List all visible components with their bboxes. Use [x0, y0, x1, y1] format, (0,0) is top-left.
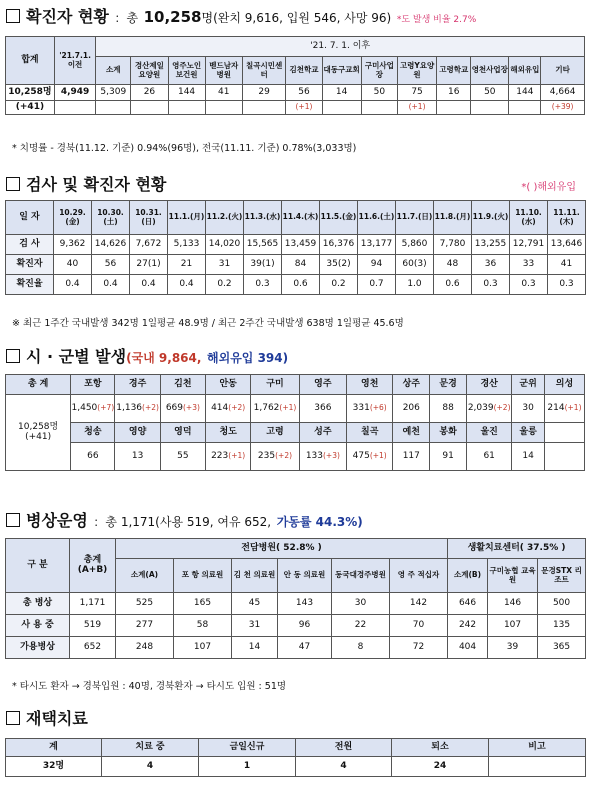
header-dedicated-hospitals: 전담병원( 52.8% ): [116, 539, 448, 559]
grand-total-cell: [6, 395, 71, 471]
data-cell: 242: [448, 615, 488, 637]
count-cell: 50: [471, 85, 509, 101]
section-confirmed-title: [6, 4, 476, 27]
grand-total-increase: (+41): [25, 431, 52, 442]
section-heading: 재택치료: [26, 709, 88, 728]
region-count: 475: [352, 450, 370, 461]
header-date: 일 자: [6, 201, 54, 235]
region-count-cell: [544, 395, 584, 423]
data-cell: 0.3: [472, 275, 510, 295]
region-count-cell: [512, 443, 545, 471]
data-cell: 0.4: [168, 275, 206, 295]
region-count: 117: [402, 450, 420, 461]
region-name: 문경: [430, 375, 467, 395]
count-cell: 144: [168, 85, 205, 101]
region-count: 414: [211, 402, 229, 413]
bed-column-header: 영 주 적십자: [390, 559, 448, 593]
region-increase: (+1): [279, 402, 297, 412]
tests-table: [5, 200, 586, 295]
increase-cell: (+1): [286, 101, 322, 115]
column-header: 벧드남자병원: [205, 57, 242, 85]
bed-column-header: 소계(A): [116, 559, 174, 593]
region-count: 1,450: [71, 402, 98, 413]
data-cell: 35(2): [320, 255, 358, 275]
data-cell: 13,177: [358, 235, 396, 255]
overseas-count: 해외유입 394): [207, 351, 289, 365]
date-header: 11.2.(火): [206, 201, 244, 235]
increase-cell: [509, 101, 541, 115]
row-label: 총 병상: [6, 593, 70, 615]
section-heading: 시 · 군별 발생: [26, 347, 127, 366]
data-cell: 9,362: [54, 235, 92, 255]
region-count: 1,136: [116, 402, 143, 413]
data-cell: 96: [278, 615, 332, 637]
data-cell: 36: [472, 255, 510, 275]
count-cell: 16: [437, 85, 471, 101]
column-header: 해외유입: [509, 57, 541, 85]
fatality-note: * 치명률 - 경북(11.12. 기준) 0.94%(96명), 전국(11.11. 기준) 0.78%(3,033명): [12, 143, 357, 154]
home-care-value: [489, 757, 586, 777]
region-count-cell: [393, 395, 430, 423]
region-count-cell: [347, 395, 393, 423]
region-count-cell: [512, 395, 545, 423]
data-cell: 404: [448, 637, 488, 659]
count-cell: 4,664: [541, 85, 585, 101]
empty-cell: [544, 423, 584, 443]
region-name: 울릉: [512, 423, 545, 443]
region-count: 331: [352, 402, 370, 413]
data-cell: 94: [358, 255, 396, 275]
data-cell: 248: [116, 637, 174, 659]
date-header: 10.31.(日): [130, 201, 168, 235]
data-cell: 31: [206, 255, 244, 275]
region-count-cell: [393, 443, 430, 471]
region-increase: (+1): [564, 402, 582, 412]
checkbox-square-icon: [6, 177, 20, 191]
region-count: 366: [314, 402, 332, 413]
region-name: 경산: [467, 375, 512, 395]
increase-cell: [131, 101, 168, 115]
region-count-cell: [467, 395, 512, 423]
increase-cell: [168, 101, 205, 115]
data-cell: 13,255: [472, 235, 510, 255]
section-heading: 병상운영: [26, 511, 88, 530]
data-cell: 0.4: [130, 275, 168, 295]
data-cell: 0.6: [282, 275, 320, 295]
region-increase: (+6): [369, 402, 387, 412]
data-cell: 0.3: [244, 275, 282, 295]
data-cell: 146: [488, 593, 538, 615]
date-header: 11.7.(日): [396, 201, 434, 235]
region-name: 경주: [115, 375, 160, 395]
count-cell: 4,949: [54, 85, 95, 101]
region-name: 성주: [299, 423, 346, 443]
region-name: 김천: [160, 375, 205, 395]
home-care-value: 4: [102, 757, 199, 777]
region-count: 66: [87, 450, 99, 461]
region-increase: (+2): [493, 402, 511, 412]
row-label: 가용병상: [6, 637, 70, 659]
checkbox-square-icon: [6, 513, 20, 527]
column-header: 소계: [96, 57, 131, 85]
data-cell: 39: [488, 637, 538, 659]
region-increase: (+1): [228, 450, 246, 460]
header-category: 구 분: [6, 539, 70, 593]
data-cell: 33: [510, 255, 548, 275]
region-name: 상주: [393, 375, 430, 395]
data-cell: 0.2: [206, 275, 244, 295]
total-prefix: ：총: [114, 11, 139, 25]
date-header: 11.4.(木): [282, 201, 320, 235]
home-care-value: 1: [199, 757, 296, 777]
column-header: 구미사업장: [361, 57, 397, 85]
region-name: 청도: [206, 423, 251, 443]
count-cell: 75: [397, 85, 436, 101]
checkbox-square-icon: [6, 711, 20, 725]
increase-cell: (+39): [541, 101, 585, 115]
row-label: 검 사: [6, 235, 54, 255]
date-header: 11.1.(月): [168, 201, 206, 235]
data-cell: 14,020: [206, 235, 244, 255]
beds-summary: ：총 1,171(사용 519, 여유 652,: [93, 515, 272, 529]
increase-cell: [322, 101, 361, 115]
date-header: 11.8.(月): [434, 201, 472, 235]
region-count-cell: [251, 443, 299, 471]
data-cell: 652: [70, 637, 116, 659]
date-header: 11.10.(水): [510, 201, 548, 235]
confirmed-table: [5, 36, 585, 115]
region-count-cell: [430, 395, 467, 423]
column-header: 칠곡시민센터: [242, 57, 286, 85]
data-cell: 7,780: [434, 235, 472, 255]
section-tests-title: [6, 172, 166, 195]
column-header: 고령Y요양원: [397, 57, 436, 85]
region-increase: (+3): [323, 450, 340, 460]
region-count-cell: [160, 443, 205, 471]
region-count: 91: [442, 450, 454, 461]
region-count-cell: [206, 395, 251, 423]
data-cell: 48: [434, 255, 472, 275]
data-cell: 58: [174, 615, 232, 637]
data-cell: 45: [232, 593, 278, 615]
row-label: 확진자: [6, 255, 54, 275]
bed-column-header: 동국대경주병원: [332, 559, 390, 593]
count-cell: 10,258명: [6, 85, 55, 101]
domestic-count: (국내 9,864,: [126, 351, 202, 365]
count-cell: 56: [286, 85, 322, 101]
data-cell: 13,646: [548, 235, 586, 255]
data-cell: 0.3: [548, 275, 586, 295]
column-header: 대동구교회: [322, 57, 361, 85]
home-care-header: 전원: [296, 739, 392, 757]
beds-utilization: 가동률 44.3%): [276, 515, 363, 529]
home-care-value: 32명: [6, 757, 102, 777]
header-treatment-centers: 생활치료센터( 37.5% ): [448, 539, 586, 559]
column-header: 영주노인보건원: [168, 57, 205, 85]
header-before: '21.7.1. 이전: [54, 37, 95, 85]
region-count-cell: [71, 443, 115, 471]
region-increase: (+2): [142, 402, 159, 412]
section-beds-title: [6, 508, 363, 531]
increase-cell: (+1): [397, 101, 436, 115]
data-cell: 60(3): [396, 255, 434, 275]
column-header: 김천학교: [286, 57, 322, 85]
total-confirmed: 10,258: [143, 8, 202, 26]
checkbox-square-icon: [6, 349, 20, 363]
region-count: 669: [165, 402, 183, 413]
data-cell: 525: [116, 593, 174, 615]
header-grand-total: 총 계: [6, 375, 71, 395]
table-row: [6, 615, 586, 637]
data-cell: 70: [390, 615, 448, 637]
increase-cell: [361, 101, 397, 115]
data-cell: 21: [168, 255, 206, 275]
region-count-cell: [251, 395, 299, 423]
data-cell: 5,860: [396, 235, 434, 255]
count-cell: 29: [242, 85, 286, 101]
data-cell: 0.3: [510, 275, 548, 295]
region-count: 223: [211, 450, 229, 461]
total-breakdown: 명(완치 9,616, 입원 546, 사망 96): [201, 11, 392, 25]
section-region-title: [6, 344, 288, 367]
province-ratio: *도 발생 비율 2.7%: [396, 15, 477, 25]
data-cell: 8: [332, 637, 390, 659]
table-row: [6, 255, 586, 275]
data-cell: 365: [538, 637, 586, 659]
data-cell: 0.6: [434, 275, 472, 295]
data-cell: 30: [332, 593, 390, 615]
home-care-value: 24: [392, 757, 489, 777]
home-care-header: 퇴소: [392, 739, 489, 757]
home-care-header: 비고: [489, 739, 586, 757]
region-count-cell: [115, 443, 160, 471]
section-heading: 확진자 현황: [26, 7, 109, 26]
date-header: 11.9.(火): [472, 201, 510, 235]
data-cell: 5,133: [168, 235, 206, 255]
data-cell: 84: [282, 255, 320, 275]
date-header: 10.29.(金): [54, 201, 92, 235]
data-cell: 107: [488, 615, 538, 637]
region-name: 청송: [71, 423, 115, 443]
region-name: 영양: [115, 423, 160, 443]
section-heading: 검사 및 확진자 현황: [26, 175, 167, 194]
region-count: 133: [305, 450, 323, 461]
count-cell: 26: [131, 85, 168, 101]
home-care-table: [5, 738, 586, 777]
bed-column-header: 문경STX 리조트: [538, 559, 586, 593]
data-cell: 27(1): [130, 255, 168, 275]
data-cell: 14: [232, 637, 278, 659]
data-cell: 15,565: [244, 235, 282, 255]
data-cell: 143: [278, 593, 332, 615]
region-count: 88: [442, 402, 454, 413]
region-name: 봉화: [430, 423, 467, 443]
region-count-cell: [160, 395, 205, 423]
region-count: 214: [547, 402, 565, 413]
column-header: 영천사업장: [471, 57, 509, 85]
date-header: 11.11.(木): [548, 201, 586, 235]
data-cell: 1,171: [70, 593, 116, 615]
region-count-cell: [299, 395, 346, 423]
region-count-cell: [299, 443, 346, 471]
region-count: 206: [402, 402, 420, 413]
count-cell: 50: [361, 85, 397, 101]
region-count-cell: [206, 443, 251, 471]
region-count: 61: [483, 450, 495, 461]
region-name: 의성: [544, 375, 584, 395]
row-label: 확진율: [6, 275, 54, 295]
region-name: 예천: [393, 423, 430, 443]
increase-cell: [437, 101, 471, 115]
home-care-header: 금일신규: [199, 739, 296, 757]
data-cell: 16,376: [320, 235, 358, 255]
region-name: 고령: [251, 423, 299, 443]
column-header: 고령학교: [437, 57, 471, 85]
region-name: 군위: [512, 375, 545, 395]
region-count: 2,039: [467, 402, 494, 413]
data-cell: 519: [70, 615, 116, 637]
table-row: [6, 637, 586, 659]
home-care-value: 4: [296, 757, 392, 777]
region-name: 영덕: [160, 423, 205, 443]
data-cell: 0.2: [320, 275, 358, 295]
data-cell: 0.4: [54, 275, 92, 295]
region-count-cell: [115, 395, 160, 423]
data-cell: 1.0: [396, 275, 434, 295]
region-count: 235: [257, 450, 276, 461]
region-count-cell: [71, 395, 115, 423]
date-header: 11.5.(金): [320, 201, 358, 235]
count-cell: 41: [205, 85, 242, 101]
count-cell: 14: [322, 85, 361, 101]
region-name: 포항: [71, 375, 115, 395]
increase-cell: (+41): [6, 101, 55, 115]
data-cell: 500: [538, 593, 586, 615]
overseas-legend: *( )해외유입: [521, 182, 576, 193]
region-count: 55: [177, 450, 189, 461]
region-count: 13: [131, 450, 144, 461]
data-cell: 165: [174, 593, 232, 615]
data-cell: 39(1): [244, 255, 282, 275]
data-cell: 107: [174, 637, 232, 659]
bed-column-header: 구미농협 교육원: [488, 559, 538, 593]
bed-column-header: 포 항 의료원: [174, 559, 232, 593]
region-increase: (+2): [275, 450, 293, 460]
region-increase: (+2): [228, 402, 246, 412]
increase-cell: [471, 101, 509, 115]
row-label: 사 용 중: [6, 615, 70, 637]
region-name: 영천: [347, 375, 393, 395]
data-cell: 22: [332, 615, 390, 637]
data-cell: 135: [538, 615, 586, 637]
data-cell: 7,672: [130, 235, 168, 255]
date-header: 11.6.(土): [358, 201, 396, 235]
weekly-note: ※ 최근 1주간 국내발생 342명 1일평균 48.9명 / 최근 2주간 국내발생 638명 1일평균 45.6명: [12, 318, 404, 329]
home-care-header: 계: [6, 739, 102, 757]
date-header: 10.30.(土): [92, 201, 130, 235]
region-increase: (+1): [369, 450, 387, 460]
table-row: [6, 235, 586, 255]
header-total: 합계: [6, 37, 55, 85]
transfer-note: * 타시도 환자 → 경북입원 : 40명, 경북환자 → 타시도 입원 : 51명: [12, 681, 287, 692]
region-name: 안동: [206, 375, 251, 395]
data-cell: 13,459: [282, 235, 320, 255]
increase-cell: [54, 101, 95, 115]
table-row: [6, 275, 586, 295]
header-bed-total: 총계(A+B): [70, 539, 116, 593]
region-count-cell: [430, 443, 467, 471]
region-table: [5, 374, 585, 471]
bed-column-header: 안 동 의료원: [278, 559, 332, 593]
header-after: '21. 7. 1. 이후: [96, 37, 585, 57]
data-cell: 47: [278, 637, 332, 659]
data-cell: 72: [390, 637, 448, 659]
data-cell: 31: [232, 615, 278, 637]
data-cell: 0.7: [358, 275, 396, 295]
data-cell: 277: [116, 615, 174, 637]
region-increase: (+3): [183, 402, 200, 412]
data-cell: 142: [390, 593, 448, 615]
data-cell: 646: [448, 593, 488, 615]
increase-cell: [96, 101, 131, 115]
count-cell: 144: [509, 85, 541, 101]
region-name: 영주: [299, 375, 346, 395]
data-cell: 56: [92, 255, 130, 275]
column-header: 기타: [541, 57, 585, 85]
region-count-cell: [347, 443, 393, 471]
region-name: 구미: [251, 375, 299, 395]
data-cell: 14,626: [92, 235, 130, 255]
home-care-header: 치료 중: [102, 739, 199, 757]
region-count: 30: [522, 402, 534, 413]
beds-table: [5, 538, 586, 659]
data-cell: 0.4: [92, 275, 130, 295]
grand-total-value: 10,258명: [18, 421, 59, 432]
count-cell: 5,309: [96, 85, 131, 101]
region-count: 14: [522, 450, 534, 461]
data-cell: 12,791: [510, 235, 548, 255]
column-header: 경산제일요양원: [131, 57, 168, 85]
region-name: 울진: [467, 423, 512, 443]
region-increase: (+7): [97, 402, 115, 412]
data-cell: 41: [548, 255, 586, 275]
section-home-title: [6, 706, 88, 729]
increase-cell: [242, 101, 286, 115]
increase-cell: [205, 101, 242, 115]
table-row: [6, 593, 586, 615]
date-header: 11.3.(水): [244, 201, 282, 235]
bed-column-header: 소계(B): [448, 559, 488, 593]
bed-column-header: 김 천 의료원: [232, 559, 278, 593]
empty-cell: [544, 443, 584, 471]
data-cell: 40: [54, 255, 92, 275]
checkbox-square-icon: [6, 9, 20, 23]
region-count-cell: [467, 443, 512, 471]
region-name: 칠곡: [347, 423, 393, 443]
region-count: 1,762: [253, 402, 280, 413]
